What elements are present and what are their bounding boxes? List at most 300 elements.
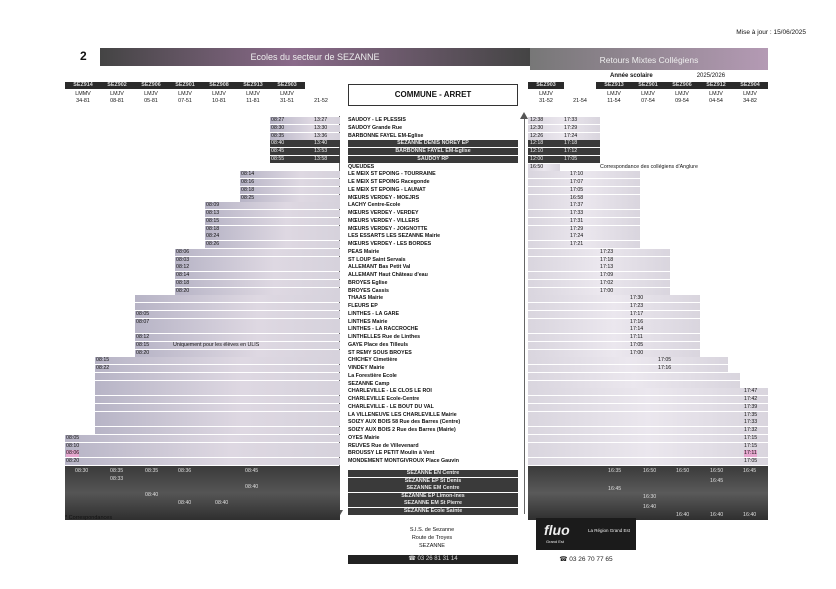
route-code: SEZ904 bbox=[732, 82, 768, 89]
return-time: Correspondance des collégiens d'Anglure bbox=[600, 163, 698, 170]
stop-name: VINDEY Mairie bbox=[348, 365, 518, 372]
stop-name: LINTHES - LA RACCROCHE bbox=[348, 326, 518, 333]
left-band bbox=[65, 450, 340, 457]
stop-name: BROYES Eglise bbox=[348, 280, 518, 287]
left-band bbox=[240, 179, 340, 186]
left-band bbox=[175, 272, 340, 279]
return-time: 17:33 bbox=[564, 117, 578, 123]
page-title: Ecoles du secteur de SEZANNE bbox=[100, 48, 530, 66]
return-time: 17:05 bbox=[658, 357, 672, 364]
left-band bbox=[205, 210, 340, 217]
route-code: SEZ913 bbox=[235, 82, 271, 89]
return-time: 16:40 bbox=[643, 504, 657, 510]
fluo-logo bbox=[536, 518, 636, 550]
stop-name: ST REMY SOUS BROYES bbox=[348, 350, 518, 357]
departure-time: 08:40 bbox=[145, 492, 159, 498]
stop-name: LINTHES - LA GARE bbox=[348, 311, 518, 318]
return-time: 17:09 bbox=[600, 272, 614, 278]
right-band bbox=[528, 187, 640, 194]
stop-name: MŒURS VERDEY - JOIGNOTTE bbox=[348, 226, 518, 233]
departure-time: 08:10 bbox=[66, 442, 80, 449]
return-time: 17:00 bbox=[630, 349, 644, 356]
right-band bbox=[528, 342, 700, 349]
return-time: 17:11 bbox=[744, 450, 757, 457]
departure-time: 08:13 bbox=[206, 210, 220, 216]
right-band bbox=[528, 412, 768, 419]
sis-line3: SEZANNE bbox=[419, 543, 445, 549]
stop-name: BARBONNE FAYEL EM-Eglise bbox=[348, 148, 518, 155]
school-year-label: Année scolaire bbox=[610, 73, 653, 79]
return-time: 17:18 bbox=[564, 140, 578, 147]
departure-time: 08:15 bbox=[136, 341, 150, 348]
return-time: 17:00 bbox=[600, 287, 614, 294]
bottom-right-block bbox=[528, 466, 768, 520]
departure-time: 08:55 bbox=[271, 155, 285, 162]
left-band bbox=[175, 280, 340, 287]
return-time: 17:14 bbox=[630, 326, 644, 333]
return-time: 12:26 bbox=[530, 132, 544, 139]
right-band bbox=[528, 404, 768, 411]
left-band bbox=[205, 233, 340, 240]
right-band bbox=[528, 373, 740, 380]
return-time: 12:18 bbox=[530, 140, 544, 147]
route-number: 07-54 bbox=[641, 98, 655, 104]
fluo-logo-text: fluo bbox=[544, 522, 570, 538]
departure-time: 08:14 bbox=[241, 171, 255, 178]
stop-name: MŒURS VERDEY - MOEJRS bbox=[348, 195, 518, 202]
departure-time: 13:36 bbox=[314, 132, 328, 139]
left-band bbox=[65, 435, 340, 442]
left-band bbox=[175, 249, 340, 256]
departure-time: 08:40 bbox=[178, 500, 192, 506]
departure-time: 08:20 bbox=[136, 349, 150, 356]
departure-time: 13:53 bbox=[314, 148, 328, 154]
right-band bbox=[528, 257, 670, 264]
left-band bbox=[135, 334, 340, 341]
stop-name: MŒURS VERDEY - VILLERS bbox=[348, 218, 518, 225]
left-band bbox=[205, 218, 340, 225]
stop-name: ALLEMANT Haut Château d'eau bbox=[348, 272, 518, 279]
return-time: 17:12 bbox=[564, 148, 578, 154]
right-band bbox=[528, 288, 670, 295]
stop-name: SAUDOY RP bbox=[348, 156, 518, 163]
return-time: 12:38 bbox=[530, 117, 544, 123]
return-time: 17:29 bbox=[564, 124, 578, 131]
departure-time: 08:15 bbox=[206, 217, 220, 224]
return-time: 17:10 bbox=[570, 171, 584, 178]
stop-name: ALLEMANT Bas Petit Val bbox=[348, 264, 518, 271]
return-time: 17:18 bbox=[600, 256, 614, 263]
right-band bbox=[528, 450, 768, 457]
route-number: 04-54 bbox=[709, 98, 723, 104]
left-band bbox=[95, 396, 340, 403]
departure-time: 08:30 bbox=[271, 124, 285, 131]
route-number: 10-81 bbox=[212, 98, 226, 104]
right-band bbox=[528, 264, 670, 271]
departure-time: 08:18 bbox=[241, 186, 255, 193]
right-band bbox=[528, 334, 700, 341]
footnote: * Correspondances bbox=[65, 515, 113, 521]
right-band bbox=[528, 249, 670, 256]
departure-time: 08:40 bbox=[215, 500, 229, 506]
left-band bbox=[175, 264, 340, 271]
departure-time: 08:26 bbox=[206, 241, 220, 247]
stop-name: SEZANNE EP St Denis bbox=[348, 478, 518, 485]
left-band bbox=[205, 202, 340, 209]
phone-left: ☎ 03 26 81 31 14 bbox=[348, 555, 518, 564]
stop-name: SEZANNE EM Centre bbox=[348, 485, 518, 492]
stop-name: LA VILLENEUVE LES CHARLEVILLE Mairie bbox=[348, 412, 518, 419]
return-time: 16:50 bbox=[643, 468, 657, 474]
return-time: 12:00 bbox=[530, 155, 544, 162]
route-number: 08-81 bbox=[110, 98, 124, 104]
route-days: LMJV bbox=[709, 91, 723, 97]
stop-name: SOIZY AUX BOIS 2 Rue des Barres (Mairie) bbox=[348, 427, 518, 434]
right-band bbox=[528, 443, 768, 450]
right-band bbox=[528, 435, 768, 442]
departure-time: 13:40 bbox=[314, 140, 328, 147]
sis-line2: Route de Troyes bbox=[411, 535, 453, 541]
sis-line1: S.I.S. de Sezanne bbox=[409, 527, 455, 533]
departure-time: 08:18 bbox=[176, 279, 190, 286]
region-text: La Région Grand Est bbox=[588, 528, 631, 533]
return-time: 16:45 bbox=[608, 486, 622, 492]
return-time: 17:05 bbox=[564, 155, 578, 162]
return-time: 16:50 bbox=[530, 163, 544, 170]
route-days: LMJV bbox=[144, 91, 158, 97]
left-band bbox=[175, 288, 340, 295]
right-band bbox=[528, 280, 670, 287]
bottom-left-block bbox=[65, 466, 340, 520]
right-title: Retours Mixtes Collégiens bbox=[530, 48, 768, 70]
update-date: Mise à jour : 15/06/2025 bbox=[736, 29, 806, 36]
departure-time: 08:20 bbox=[66, 458, 80, 464]
departure-time: 08:40 bbox=[271, 140, 285, 147]
stop-name: MONDEMENT MONTGIVROUX Place Gauvin bbox=[348, 458, 518, 465]
right-band bbox=[528, 233, 640, 240]
school-year-value: 2025/2026 bbox=[696, 73, 726, 79]
left-band bbox=[135, 311, 340, 318]
stop-name: CHARLEVILLE - LE BOUT DU VAL bbox=[348, 404, 518, 411]
right-band bbox=[528, 272, 670, 279]
route-number: 11-54 bbox=[607, 98, 621, 104]
return-time: 16:35 bbox=[608, 468, 622, 474]
fluo-sub: Grand Est bbox=[546, 539, 565, 544]
right-band bbox=[528, 210, 640, 217]
stop-name: LE MEIX ST EPOING - TOURRAINE bbox=[348, 171, 518, 178]
route-days: LMJV bbox=[212, 91, 226, 97]
stop-name: CHARLEVILLE - LE CLOS LE ROI bbox=[348, 388, 518, 395]
left-band bbox=[205, 241, 340, 248]
departure-time: 08:03 bbox=[176, 256, 190, 263]
right-band bbox=[528, 396, 768, 403]
route-number: 09-54 bbox=[675, 98, 689, 104]
stop-name: La Forestière Ecole bbox=[348, 373, 518, 380]
route-code: SEZ914 bbox=[65, 82, 101, 89]
return-time: 17:39 bbox=[744, 403, 758, 410]
route-number: 31-51 bbox=[280, 98, 294, 104]
departure-time: 08:12 bbox=[136, 334, 150, 340]
departure-time: 08:45 bbox=[245, 468, 259, 474]
route-code: SEZ902 bbox=[99, 82, 135, 89]
return-time: 17:02 bbox=[600, 279, 614, 286]
route-number: 11-81 bbox=[246, 98, 260, 104]
return-time: 12:30 bbox=[530, 124, 544, 131]
right-route-codes bbox=[528, 82, 768, 106]
left-band bbox=[95, 357, 340, 364]
departure-time: 08:05 bbox=[66, 434, 80, 441]
stop-name: GAYE Place des Tilleuls bbox=[348, 342, 518, 349]
route-days: LMJV bbox=[675, 91, 689, 97]
stop-name: LE MEIX ST EPOING Racegonde bbox=[348, 179, 518, 186]
return-time: 16:50 bbox=[710, 468, 724, 474]
stop-name: SEZANNE EN Centre bbox=[348, 470, 518, 477]
return-time: 17:47 bbox=[744, 388, 758, 395]
departure-time: 08:14 bbox=[176, 272, 190, 278]
left-band bbox=[95, 404, 340, 411]
right-band bbox=[528, 241, 640, 248]
departure-time: 08:27 bbox=[271, 117, 285, 123]
route-code: SEZ903 bbox=[528, 82, 564, 89]
route-days: LMMV bbox=[75, 91, 91, 97]
departure-time: 08:20 bbox=[176, 287, 190, 294]
left-band bbox=[65, 458, 340, 465]
right-band bbox=[528, 218, 640, 225]
route-code: SEZ906 bbox=[664, 82, 700, 89]
route-number: 21-52 bbox=[314, 98, 328, 104]
stop-name: BROYES Cassis bbox=[348, 288, 518, 295]
right-band bbox=[528, 326, 700, 333]
left-band bbox=[95, 419, 340, 426]
table-row bbox=[0, 458, 836, 466]
stop-name: PEAS Mairie bbox=[348, 249, 518, 256]
left-band bbox=[95, 427, 340, 434]
return-time: 17:29 bbox=[570, 225, 584, 232]
route-code: SEZ908 bbox=[201, 82, 237, 89]
route-number: 21-54 bbox=[573, 98, 587, 104]
departure-time: 08:05 bbox=[136, 310, 150, 317]
stop-name: SOIZY AUX BOIS 58 Rue des Barres (Centre) bbox=[348, 419, 518, 426]
return-time: 17:16 bbox=[658, 365, 672, 371]
left-band bbox=[95, 381, 340, 388]
departure-time: 08:16 bbox=[241, 179, 255, 185]
route-number: 34-81 bbox=[76, 98, 90, 104]
left-band bbox=[175, 257, 340, 264]
return-time: 17:30 bbox=[630, 295, 644, 302]
return-time: 17:21 bbox=[570, 241, 584, 247]
return-time: 16:45 bbox=[710, 478, 724, 484]
right-band bbox=[528, 458, 768, 465]
route-days: LMJV bbox=[641, 91, 655, 97]
return-time: 16:40 bbox=[743, 512, 757, 518]
stop-name: SEZANNE DENIS NOREY EP bbox=[348, 140, 518, 147]
return-time: 16:40 bbox=[676, 512, 690, 518]
stop-name: LE MEIX ST EPOING - LAUNAT bbox=[348, 187, 518, 194]
return-time: 17:15 bbox=[744, 442, 758, 449]
right-band bbox=[528, 350, 700, 357]
left-route-codes bbox=[65, 82, 340, 106]
return-time: 17:17 bbox=[630, 310, 644, 317]
stop-name: SEZANNE EP Limon-ines bbox=[348, 493, 518, 500]
left-band bbox=[135, 319, 340, 326]
departure-time: 08:45 bbox=[271, 148, 285, 154]
route-code: SEZ912 bbox=[698, 82, 734, 89]
route-days: LMJV bbox=[280, 91, 294, 97]
departure-time: 13:58 bbox=[314, 155, 328, 162]
return-time: 17:33 bbox=[744, 419, 758, 426]
right-band bbox=[528, 179, 640, 186]
departure-time: 08:40 bbox=[245, 484, 259, 490]
route-number: 31-52 bbox=[539, 98, 553, 104]
departure-time: 13:30 bbox=[314, 124, 328, 131]
return-time: 17:11 bbox=[630, 334, 643, 340]
left-band bbox=[135, 326, 340, 333]
right-band bbox=[528, 427, 768, 434]
return-time: 16:45 bbox=[743, 468, 757, 474]
stop-name: CHARLEVILLE Ecole-Centre bbox=[348, 396, 518, 403]
right-band bbox=[528, 357, 728, 364]
departure-time: 08:25 bbox=[241, 194, 255, 201]
stop-name: LES ESSARTS LES SEZANNE Mairie bbox=[348, 233, 518, 240]
right-band bbox=[528, 202, 640, 209]
return-time: 12:10 bbox=[530, 148, 544, 154]
route-days: LMJV bbox=[110, 91, 124, 97]
left-band bbox=[205, 226, 340, 233]
stop-name: SEZANNE EM St Pierre bbox=[348, 500, 518, 507]
return-time: 16:50 bbox=[676, 468, 690, 474]
route-days: LMJV bbox=[743, 91, 757, 97]
return-time: 17:07 bbox=[570, 179, 584, 185]
departure-time: 08:22 bbox=[96, 365, 110, 371]
stop-name: MŒURS VERDEY - LES BORDES bbox=[348, 241, 518, 248]
return-time: 17:13 bbox=[600, 264, 614, 271]
stop-name: FLEURS EP bbox=[348, 303, 518, 310]
right-band bbox=[528, 365, 728, 372]
return-time: 17:42 bbox=[744, 396, 758, 402]
right-band bbox=[528, 381, 740, 388]
stop-name: SEZANNE Ecole Sainte bbox=[348, 508, 518, 515]
stop-name: LACHY Centre-Ecole bbox=[348, 202, 518, 209]
route-code: SEZ913 bbox=[596, 82, 632, 89]
right-band bbox=[528, 171, 640, 178]
stop-name: CHICHEY Cimetière bbox=[348, 357, 518, 364]
sis-address bbox=[380, 526, 484, 550]
stop-name: THAAS Mairie bbox=[348, 295, 518, 302]
left-band bbox=[240, 195, 340, 202]
page-number: 2 bbox=[80, 49, 87, 63]
return-time: 17:24 bbox=[564, 132, 578, 139]
departure-time: 08:24 bbox=[206, 233, 220, 240]
stop-name: QUEUDES bbox=[348, 164, 518, 171]
right-band bbox=[528, 295, 700, 302]
return-time: 17:32 bbox=[744, 427, 758, 433]
return-time: 17:24 bbox=[570, 233, 584, 240]
right-band bbox=[528, 319, 700, 326]
left-band bbox=[240, 187, 340, 194]
departure-time: 08:18 bbox=[206, 225, 220, 232]
return-time: 17:35 bbox=[744, 411, 758, 418]
route-days: LMJV bbox=[178, 91, 192, 97]
route-code: SEZ901 bbox=[167, 82, 203, 89]
route-days: LMJV bbox=[246, 91, 260, 97]
route-code: SEZ903 bbox=[269, 82, 305, 89]
departure-time: 08:33 bbox=[110, 476, 124, 482]
right-band bbox=[528, 226, 640, 233]
return-time: 16:58 bbox=[570, 194, 584, 201]
return-time: 16:30 bbox=[643, 494, 657, 500]
left-band bbox=[135, 303, 340, 310]
left-band bbox=[65, 443, 340, 450]
right-band bbox=[528, 195, 640, 202]
left-band bbox=[95, 373, 340, 380]
school-year bbox=[610, 73, 725, 79]
left-band bbox=[135, 350, 340, 357]
commune-header: COMMUNE - ARRET bbox=[348, 84, 518, 106]
stop-name: ST LOUP Saint Servais bbox=[348, 257, 518, 264]
departure-time: 08:35 bbox=[271, 132, 285, 139]
return-time: 17:05 bbox=[744, 458, 758, 464]
return-time: 17:05 bbox=[570, 186, 584, 193]
stop-name: SAUDOY Grande Rue bbox=[348, 125, 518, 132]
left-band bbox=[240, 171, 340, 178]
return-time: 17:33 bbox=[570, 210, 584, 216]
departure-time: 08:15 bbox=[96, 357, 110, 364]
stop-name: LINTHELLES Rue de Linthes bbox=[348, 334, 518, 341]
departure-time: 08:35 bbox=[145, 468, 159, 474]
route-code: SEZ906 bbox=[133, 82, 169, 89]
right-band bbox=[528, 311, 700, 318]
stop-name: LINTHES Mairie bbox=[348, 319, 518, 326]
return-time: 17:23 bbox=[600, 248, 614, 255]
route-code: SEZ901 bbox=[630, 82, 666, 89]
departure-time: 08:09 bbox=[206, 202, 220, 209]
return-time: 17:23 bbox=[630, 303, 644, 309]
stop-name: OYES Mairie bbox=[348, 435, 518, 442]
route-number: 05-81 bbox=[144, 98, 158, 104]
route-days: LMJV bbox=[539, 91, 553, 97]
departure-time: 08:06 bbox=[176, 248, 190, 255]
return-time: 17:15 bbox=[744, 434, 758, 441]
left-band bbox=[95, 365, 340, 372]
departure-time: 08:07 bbox=[136, 318, 150, 325]
right-band bbox=[528, 303, 700, 310]
note-text: Uniquement pour les élèves en ULIS bbox=[173, 341, 260, 348]
return-time: 17:37 bbox=[570, 202, 584, 209]
stop-name: SAUDOY - LE PLESSIS bbox=[348, 117, 518, 124]
left-band bbox=[135, 295, 340, 302]
left-band bbox=[95, 412, 340, 419]
departure-time: 08:12 bbox=[176, 264, 190, 271]
route-number: 07-51 bbox=[178, 98, 192, 104]
stop-name: BARBONNE FAYEL EM-Eglise bbox=[348, 133, 518, 140]
route-days: LMJV bbox=[607, 91, 621, 97]
return-time: 16:40 bbox=[710, 512, 724, 518]
departure-time: 08:30 bbox=[75, 468, 89, 474]
departure-time: 08:35 bbox=[110, 468, 124, 474]
departure-time: 08:36 bbox=[178, 468, 192, 474]
left-band bbox=[95, 388, 340, 395]
right-band bbox=[528, 388, 768, 395]
departure-time: 13:27 bbox=[314, 117, 328, 123]
return-time: 17:05 bbox=[630, 341, 644, 348]
phone-right: ☎ 03 26 70 77 65 bbox=[559, 556, 613, 563]
stop-name: REUVES Rue de Villevenard bbox=[348, 443, 518, 450]
right-band bbox=[528, 419, 768, 426]
route-number: 34-82 bbox=[743, 98, 757, 104]
stop-name: MŒURS VERDEY - VERDEY bbox=[348, 210, 518, 217]
return-time: 17:31 bbox=[570, 217, 584, 224]
stop-name: BROUSSY LE PETIT Moulin à Vent bbox=[348, 450, 518, 457]
